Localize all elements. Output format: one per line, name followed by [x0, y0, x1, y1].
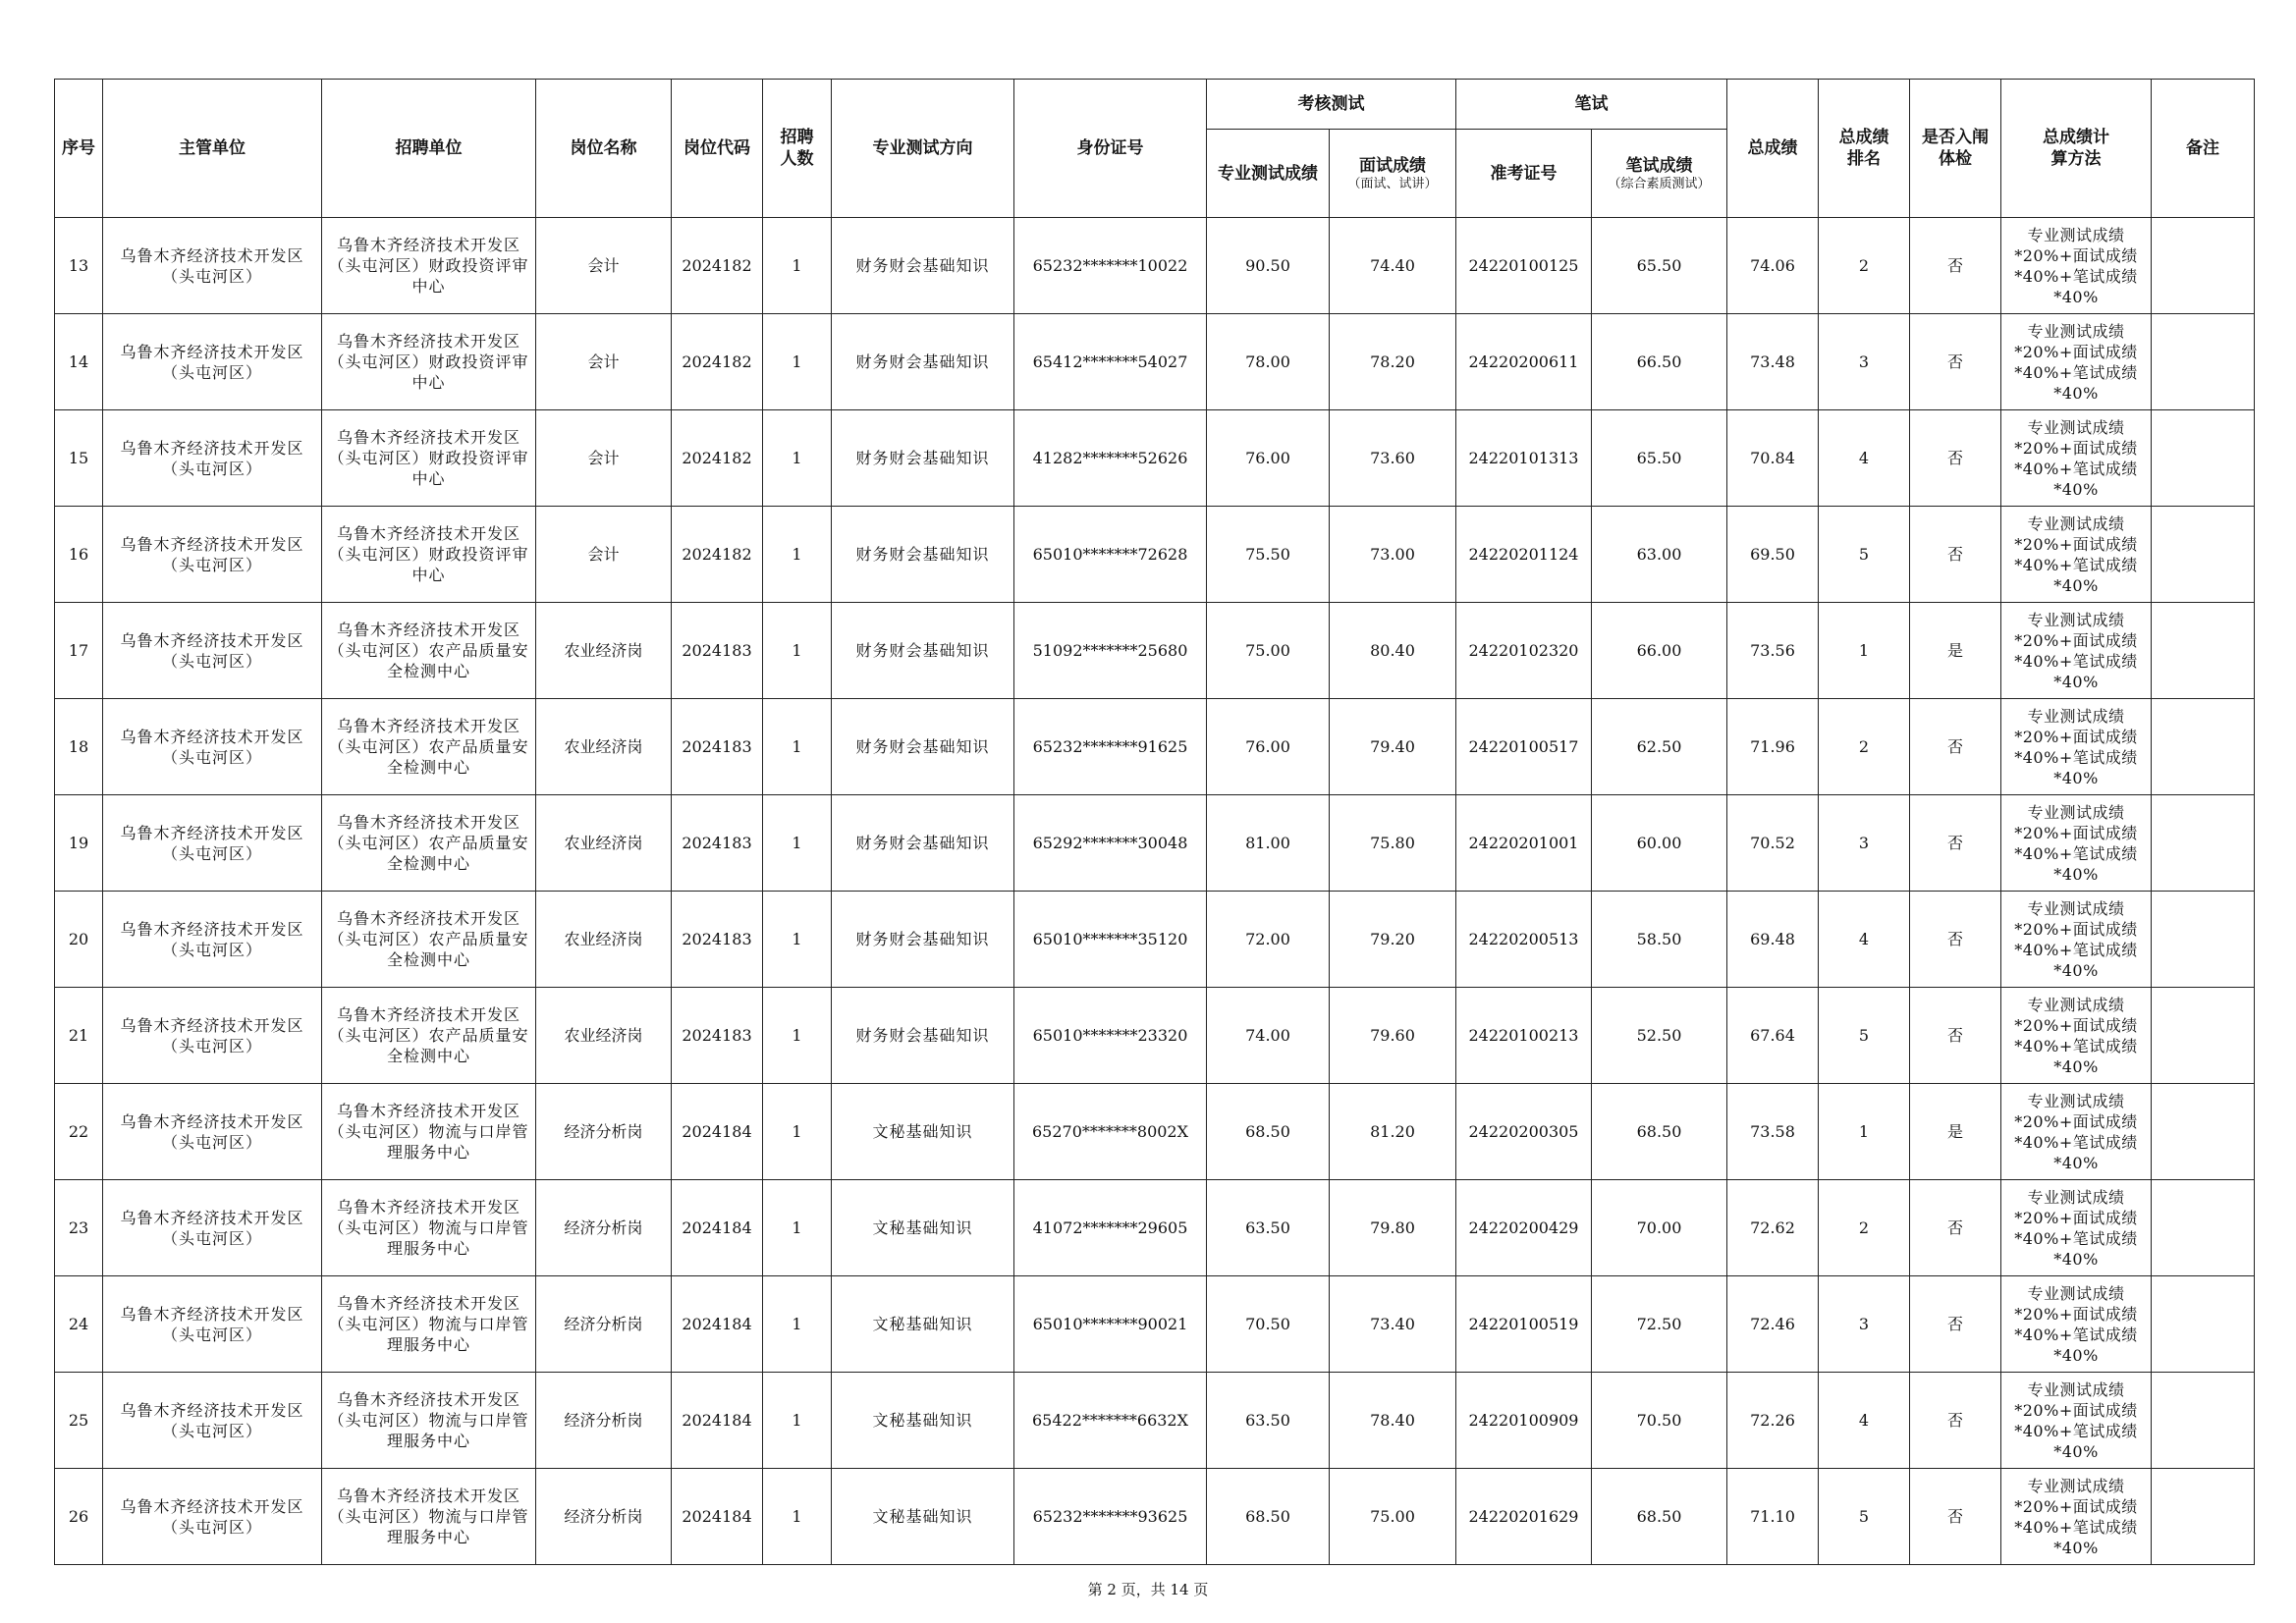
cell-hire-count: 1 — [763, 1469, 832, 1565]
cell-id-number: 65232*******91625 — [1014, 699, 1207, 795]
cell-dept: 乌鲁木齐经济技术开发区（头屯河区） — [103, 507, 322, 603]
cell-rank: 1 — [1819, 1084, 1910, 1180]
cell-calc-method: 专业测试成绩*20%+面试成绩*40%+笔试成绩*40% — [2001, 410, 2152, 507]
cell-written-score: 66.00 — [1592, 603, 1727, 699]
cell-test-direction: 财务财会基础知识 — [832, 988, 1014, 1084]
cell-rank: 1 — [1819, 603, 1910, 699]
cell-ticket-no: 24220201124 — [1456, 507, 1592, 603]
cell-hire-count: 1 — [763, 410, 832, 507]
cell-physical: 否 — [1910, 699, 2001, 795]
cell-total: 71.10 — [1727, 1469, 1819, 1565]
cell-rank: 4 — [1819, 1373, 1910, 1469]
cell-pro-score: 76.00 — [1207, 410, 1330, 507]
cell-ticket-no: 24220201629 — [1456, 1469, 1592, 1565]
cell-calc-method: 专业测试成绩*20%+面试成绩*40%+笔试成绩*40% — [2001, 1469, 2152, 1565]
cell-post-name: 会计 — [536, 314, 672, 410]
cell-post-code: 2024182 — [672, 218, 763, 314]
cell-written-score: 60.00 — [1592, 795, 1727, 892]
cell-calc-method: 专业测试成绩*20%+面试成绩*40%+笔试成绩*40% — [2001, 795, 2152, 892]
cell-id-number: 65010*******35120 — [1014, 892, 1207, 988]
cell-total: 74.06 — [1727, 218, 1819, 314]
cell-written-score: 62.50 — [1592, 699, 1727, 795]
cell-remark — [2152, 795, 2255, 892]
cell-rank: 4 — [1819, 410, 1910, 507]
table-row — [55, 1469, 2255, 1565]
cell-unit: 乌鲁木齐经济技术开发区（头屯河区）财政投资评审中心 — [322, 507, 536, 603]
cell-total: 67.64 — [1727, 988, 1819, 1084]
cell-physical: 否 — [1910, 1469, 2001, 1565]
header-remark: 备注 — [2152, 80, 2255, 218]
cell-dept: 乌鲁木齐经济技术开发区（头屯河区） — [103, 218, 322, 314]
cell-test-direction: 财务财会基础知识 — [832, 410, 1014, 507]
cell-written-score: 52.50 — [1592, 988, 1727, 1084]
cell-pro-score: 75.50 — [1207, 507, 1330, 603]
cell-test-direction: 财务财会基础知识 — [832, 218, 1014, 314]
cell-physical: 否 — [1910, 1180, 2001, 1276]
cell-remark — [2152, 892, 2255, 988]
cell-seq: 24 — [55, 1276, 103, 1373]
header-id-number: 身份证号 — [1014, 80, 1207, 218]
table-row — [55, 1373, 2255, 1469]
cell-written-score: 70.50 — [1592, 1373, 1727, 1469]
cell-calc-method: 专业测试成绩*20%+面试成绩*40%+笔试成绩*40% — [2001, 988, 2152, 1084]
cell-written-score: 68.50 — [1592, 1084, 1727, 1180]
cell-ticket-no: 24220101313 — [1456, 410, 1592, 507]
cell-ticket-no: 24220100125 — [1456, 218, 1592, 314]
cell-written-score: 68.50 — [1592, 1469, 1727, 1565]
cell-post-code: 2024182 — [672, 314, 763, 410]
cell-physical: 否 — [1910, 410, 2001, 507]
table-row — [55, 795, 2255, 892]
cell-post-name: 会计 — [536, 218, 672, 314]
cell-id-number: 41072*******29605 — [1014, 1180, 1207, 1276]
cell-physical: 否 — [1910, 988, 2001, 1084]
table-row — [55, 314, 2255, 410]
cell-calc-method: 专业测试成绩*20%+面试成绩*40%+笔试成绩*40% — [2001, 699, 2152, 795]
cell-remark — [2152, 314, 2255, 410]
cell-pro-score: 76.00 — [1207, 699, 1330, 795]
cell-interview-score: 73.60 — [1330, 410, 1456, 507]
cell-total: 73.48 — [1727, 314, 1819, 410]
cell-unit: 乌鲁木齐经济技术开发区（头屯河区）物流与口岸管理服务中心 — [322, 1373, 536, 1469]
cell-physical: 否 — [1910, 1276, 2001, 1373]
cell-test-direction: 财务财会基础知识 — [832, 892, 1014, 988]
table-row — [55, 410, 2255, 507]
cell-ticket-no: 24220102320 — [1456, 603, 1592, 699]
cell-id-number: 65270*******8002X — [1014, 1084, 1207, 1180]
cell-interview-score: 73.40 — [1330, 1276, 1456, 1373]
cell-post-name: 会计 — [536, 507, 672, 603]
cell-interview-score: 73.00 — [1330, 507, 1456, 603]
header-interview-note: （面试、试讲） — [1347, 176, 1438, 191]
cell-physical: 否 — [1910, 507, 2001, 603]
cell-post-code: 2024183 — [672, 795, 763, 892]
cell-rank: 5 — [1819, 1469, 1910, 1565]
cell-interview-score: 74.40 — [1330, 218, 1456, 314]
cell-pro-score: 70.50 — [1207, 1276, 1330, 1373]
cell-unit: 乌鲁木齐经济技术开发区（头屯河区）财政投资评审中心 — [322, 410, 536, 507]
table-row — [55, 507, 2255, 603]
cell-calc-method: 专业测试成绩*20%+面试成绩*40%+笔试成绩*40% — [2001, 1373, 2152, 1469]
cell-interview-score: 79.20 — [1330, 892, 1456, 988]
cell-dept: 乌鲁木齐经济技术开发区（头屯河区） — [103, 603, 322, 699]
cell-post-code: 2024184 — [672, 1373, 763, 1469]
cell-remark — [2152, 699, 2255, 795]
cell-physical: 是 — [1910, 603, 2001, 699]
cell-total: 70.84 — [1727, 410, 1819, 507]
cell-remark — [2152, 603, 2255, 699]
cell-hire-count: 1 — [763, 603, 832, 699]
cell-rank: 2 — [1819, 218, 1910, 314]
cell-rank: 4 — [1819, 892, 1910, 988]
cell-post-name: 农业经济岗 — [536, 699, 672, 795]
cell-hire-count: 1 — [763, 507, 832, 603]
cell-remark — [2152, 1373, 2255, 1469]
cell-post-name: 经济分析岗 — [536, 1373, 672, 1469]
cell-total: 73.58 — [1727, 1084, 1819, 1180]
cell-hire-count: 1 — [763, 1180, 832, 1276]
cell-test-direction: 财务财会基础知识 — [832, 795, 1014, 892]
cell-id-number: 65010*******23320 — [1014, 988, 1207, 1084]
results-table — [54, 79, 2255, 1565]
header-written-note: （综合素质测试） — [1608, 176, 1711, 191]
cell-written-score: 66.50 — [1592, 314, 1727, 410]
cell-physical: 是 — [1910, 1084, 2001, 1180]
table-row — [55, 218, 2255, 314]
cell-test-direction: 文秘基础知识 — [832, 1373, 1014, 1469]
cell-unit: 乌鲁木齐经济技术开发区（头屯河区）农产品质量安全检测中心 — [322, 603, 536, 699]
cell-unit: 乌鲁木齐经济技术开发区（头屯河区）农产品质量安全检测中心 — [322, 795, 536, 892]
cell-written-score: 63.00 — [1592, 507, 1727, 603]
cell-hire-count: 1 — [763, 218, 832, 314]
cell-remark — [2152, 1276, 2255, 1373]
header-total: 总成绩 — [1727, 80, 1819, 218]
header-post-code: 岗位代码 — [672, 80, 763, 218]
cell-post-code: 2024184 — [672, 1469, 763, 1565]
cell-post-code: 2024182 — [672, 410, 763, 507]
cell-dept: 乌鲁木齐经济技术开发区（头屯河区） — [103, 1276, 322, 1373]
cell-calc-method: 专业测试成绩*20%+面试成绩*40%+笔试成绩*40% — [2001, 1180, 2152, 1276]
cell-id-number: 41282*******52626 — [1014, 410, 1207, 507]
cell-written-score: 72.50 — [1592, 1276, 1727, 1373]
cell-post-code: 2024183 — [672, 892, 763, 988]
header-hire-count: 招聘人数 — [763, 80, 832, 218]
cell-total: 71.96 — [1727, 699, 1819, 795]
cell-unit: 乌鲁木齐经济技术开发区（头屯河区）物流与口岸管理服务中心 — [322, 1469, 536, 1565]
cell-written-score: 58.50 — [1592, 892, 1727, 988]
table-header — [55, 80, 2255, 218]
cell-seq: 20 — [55, 892, 103, 988]
header-written-group: 笔试 — [1456, 80, 1727, 130]
cell-total: 72.46 — [1727, 1276, 1819, 1373]
cell-total: 70.52 — [1727, 795, 1819, 892]
header-interview-score — [1330, 130, 1456, 218]
cell-seq: 21 — [55, 988, 103, 1084]
cell-hire-count: 1 — [763, 1276, 832, 1373]
cell-calc-method: 专业测试成绩*20%+面试成绩*40%+笔试成绩*40% — [2001, 603, 2152, 699]
header-rank: 总成绩排名 — [1819, 80, 1910, 218]
cell-physical: 否 — [1910, 892, 2001, 988]
cell-pro-score: 81.00 — [1207, 795, 1330, 892]
cell-pro-score: 68.50 — [1207, 1469, 1330, 1565]
header-test-direction: 专业测试方向 — [832, 80, 1014, 218]
cell-interview-score: 79.40 — [1330, 699, 1456, 795]
cell-dept: 乌鲁木齐经济技术开发区（头屯河区） — [103, 1373, 322, 1469]
cell-post-code: 2024184 — [672, 1180, 763, 1276]
table-row — [55, 1276, 2255, 1373]
cell-calc-method: 专业测试成绩*20%+面试成绩*40%+笔试成绩*40% — [2001, 1276, 2152, 1373]
cell-ticket-no: 24220100519 — [1456, 1276, 1592, 1373]
cell-id-number: 65232*******10022 — [1014, 218, 1207, 314]
cell-remark — [2152, 410, 2255, 507]
cell-physical: 否 — [1910, 218, 2001, 314]
header-seq: 序号 — [55, 80, 103, 218]
page-footer: 第 2 页，共 14 页 — [1087, 1581, 1209, 1598]
cell-pro-score: 78.00 — [1207, 314, 1330, 410]
cell-dept: 乌鲁木齐经济技术开发区（头屯河区） — [103, 892, 322, 988]
cell-unit: 乌鲁木齐经济技术开发区（头屯河区）物流与口岸管理服务中心 — [322, 1180, 536, 1276]
cell-seq: 25 — [55, 1373, 103, 1469]
cell-remark — [2152, 507, 2255, 603]
cell-ticket-no: 24220200611 — [1456, 314, 1592, 410]
table-row — [55, 699, 2255, 795]
cell-ticket-no: 24220201001 — [1456, 795, 1592, 892]
cell-test-direction: 文秘基础知识 — [832, 1084, 1014, 1180]
table-body — [55, 218, 2255, 1565]
cell-post-name: 农业经济岗 — [536, 988, 672, 1084]
cell-test-direction: 文秘基础知识 — [832, 1276, 1014, 1373]
cell-ticket-no: 24220200513 — [1456, 892, 1592, 988]
cell-test-direction: 财务财会基础知识 — [832, 507, 1014, 603]
cell-post-code: 2024183 — [672, 699, 763, 795]
cell-physical: 否 — [1910, 314, 2001, 410]
cell-post-name: 经济分析岗 — [536, 1180, 672, 1276]
cell-test-direction: 文秘基础知识 — [832, 1180, 1014, 1276]
cell-physical: 否 — [1910, 1373, 2001, 1469]
cell-post-code: 2024183 — [672, 603, 763, 699]
cell-pro-score: 75.00 — [1207, 603, 1330, 699]
cell-hire-count: 1 — [763, 892, 832, 988]
cell-ticket-no: 24220100213 — [1456, 988, 1592, 1084]
table-row — [55, 1084, 2255, 1180]
cell-dept: 乌鲁木齐经济技术开发区（头屯河区） — [103, 314, 322, 410]
cell-id-number: 51092*******25680 — [1014, 603, 1207, 699]
cell-rank: 3 — [1819, 314, 1910, 410]
header-physical: 是否入闱体检 — [1910, 80, 2001, 218]
header-written-title: 笔试成绩 — [1625, 155, 1693, 176]
cell-remark — [2152, 1084, 2255, 1180]
cell-seq: 19 — [55, 795, 103, 892]
cell-seq: 15 — [55, 410, 103, 507]
cell-hire-count: 1 — [763, 988, 832, 1084]
header-post-name: 岗位名称 — [536, 80, 672, 218]
cell-ticket-no: 24220200429 — [1456, 1180, 1592, 1276]
cell-post-code: 2024183 — [672, 988, 763, 1084]
cell-total: 69.48 — [1727, 892, 1819, 988]
header-assessment-group: 考核测试 — [1207, 80, 1456, 130]
cell-id-number: 65010*******90021 — [1014, 1276, 1207, 1373]
cell-pro-score: 72.00 — [1207, 892, 1330, 988]
cell-test-direction: 文秘基础知识 — [832, 1469, 1014, 1565]
cell-id-number: 65412*******54027 — [1014, 314, 1207, 410]
cell-dept: 乌鲁木齐经济技术开发区（头屯河区） — [103, 795, 322, 892]
cell-total: 73.56 — [1727, 603, 1819, 699]
cell-interview-score: 78.20 — [1330, 314, 1456, 410]
table-row — [55, 892, 2255, 988]
table-row — [55, 603, 2255, 699]
header-written-score — [1592, 130, 1727, 218]
cell-pro-score: 74.00 — [1207, 988, 1330, 1084]
cell-interview-score: 79.60 — [1330, 988, 1456, 1084]
cell-unit: 乌鲁木齐经济技术开发区（头屯河区）农产品质量安全检测中心 — [322, 988, 536, 1084]
cell-rank: 5 — [1819, 988, 1910, 1084]
cell-post-name: 农业经济岗 — [536, 795, 672, 892]
header-pro-score: 专业测试成绩 — [1207, 130, 1330, 218]
cell-post-name: 会计 — [536, 410, 672, 507]
cell-total: 72.26 — [1727, 1373, 1819, 1469]
cell-unit: 乌鲁木齐经济技术开发区（头屯河区）农产品质量安全检测中心 — [322, 699, 536, 795]
cell-written-score: 70.00 — [1592, 1180, 1727, 1276]
cell-calc-method: 专业测试成绩*20%+面试成绩*40%+笔试成绩*40% — [2001, 218, 2152, 314]
cell-remark — [2152, 218, 2255, 314]
cell-rank: 2 — [1819, 1180, 1910, 1276]
cell-seq: 22 — [55, 1084, 103, 1180]
cell-seq: 16 — [55, 507, 103, 603]
cell-unit: 乌鲁木齐经济技术开发区（头屯河区）财政投资评审中心 — [322, 218, 536, 314]
cell-pro-score: 63.50 — [1207, 1373, 1330, 1469]
cell-test-direction: 财务财会基础知识 — [832, 603, 1014, 699]
cell-interview-score: 79.80 — [1330, 1180, 1456, 1276]
cell-remark — [2152, 1469, 2255, 1565]
cell-interview-score: 75.80 — [1330, 795, 1456, 892]
cell-total: 69.50 — [1727, 507, 1819, 603]
cell-dept: 乌鲁木齐经济技术开发区（头屯河区） — [103, 1084, 322, 1180]
cell-ticket-no: 24220200305 — [1456, 1084, 1592, 1180]
cell-dept: 乌鲁木齐经济技术开发区（头屯河区） — [103, 699, 322, 795]
cell-seq: 18 — [55, 699, 103, 795]
cell-dept: 乌鲁木齐经济技术开发区（头屯河区） — [103, 988, 322, 1084]
table-row — [55, 988, 2255, 1084]
cell-written-score: 65.50 — [1592, 410, 1727, 507]
cell-rank: 5 — [1819, 507, 1910, 603]
cell-seq: 17 — [55, 603, 103, 699]
cell-calc-method: 专业测试成绩*20%+面试成绩*40%+笔试成绩*40% — [2001, 507, 2152, 603]
cell-post-code: 2024184 — [672, 1276, 763, 1373]
cell-ticket-no: 24220100909 — [1456, 1373, 1592, 1469]
cell-interview-score: 78.40 — [1330, 1373, 1456, 1469]
cell-hire-count: 1 — [763, 699, 832, 795]
cell-hire-count: 1 — [763, 1084, 832, 1180]
cell-id-number: 65422*******6632X — [1014, 1373, 1207, 1469]
cell-ticket-no: 24220100517 — [1456, 699, 1592, 795]
cell-test-direction: 财务财会基础知识 — [832, 699, 1014, 795]
cell-id-number: 65232*******93625 — [1014, 1469, 1207, 1565]
cell-total: 72.62 — [1727, 1180, 1819, 1276]
cell-seq: 14 — [55, 314, 103, 410]
cell-dept: 乌鲁木齐经济技术开发区（头屯河区） — [103, 410, 322, 507]
cell-dept: 乌鲁木齐经济技术开发区（头屯河区） — [103, 1469, 322, 1565]
cell-pro-score: 68.50 — [1207, 1084, 1330, 1180]
cell-post-name: 经济分析岗 — [536, 1084, 672, 1180]
cell-post-name: 经济分析岗 — [536, 1469, 672, 1565]
cell-post-name: 农业经济岗 — [536, 603, 672, 699]
cell-unit: 乌鲁木齐经济技术开发区（头屯河区）物流与口岸管理服务中心 — [322, 1084, 536, 1180]
cell-test-direction: 财务财会基础知识 — [832, 314, 1014, 410]
cell-id-number: 65010*******72628 — [1014, 507, 1207, 603]
cell-interview-score: 80.40 — [1330, 603, 1456, 699]
cell-rank: 2 — [1819, 699, 1910, 795]
cell-pro-score: 90.50 — [1207, 218, 1330, 314]
cell-dept: 乌鲁木齐经济技术开发区（头屯河区） — [103, 1180, 322, 1276]
cell-id-number: 65292*******30048 — [1014, 795, 1207, 892]
header-interview-title: 面试成绩 — [1359, 155, 1426, 176]
header-calc-method: 总成绩计算方法 — [2001, 80, 2152, 218]
cell-unit: 乌鲁木齐经济技术开发区（头屯河区）物流与口岸管理服务中心 — [322, 1276, 536, 1373]
cell-written-score: 65.50 — [1592, 218, 1727, 314]
cell-rank: 3 — [1819, 1276, 1910, 1373]
cell-unit: 乌鲁木齐经济技术开发区（头屯河区）财政投资评审中心 — [322, 314, 536, 410]
cell-seq: 13 — [55, 218, 103, 314]
cell-post-name: 经济分析岗 — [536, 1276, 672, 1373]
cell-unit: 乌鲁木齐经济技术开发区（头屯河区）农产品质量安全检测中心 — [322, 892, 536, 988]
cell-hire-count: 1 — [763, 795, 832, 892]
cell-post-code: 2024182 — [672, 507, 763, 603]
cell-post-name: 农业经济岗 — [536, 892, 672, 988]
cell-post-code: 2024184 — [672, 1084, 763, 1180]
cell-calc-method: 专业测试成绩*20%+面试成绩*40%+笔试成绩*40% — [2001, 892, 2152, 988]
cell-calc-method: 专业测试成绩*20%+面试成绩*40%+笔试成绩*40% — [2001, 314, 2152, 410]
cell-interview-score: 81.20 — [1330, 1084, 1456, 1180]
cell-calc-method: 专业测试成绩*20%+面试成绩*40%+笔试成绩*40% — [2001, 1084, 2152, 1180]
header-unit: 招聘单位 — [322, 80, 536, 218]
header-dept: 主管单位 — [103, 80, 322, 218]
cell-rank: 3 — [1819, 795, 1910, 892]
cell-seq: 26 — [55, 1469, 103, 1565]
cell-seq: 23 — [55, 1180, 103, 1276]
cell-interview-score: 75.00 — [1330, 1469, 1456, 1565]
header-ticket-no: 准考证号 — [1456, 130, 1592, 218]
table-row — [55, 1180, 2255, 1276]
cell-remark — [2152, 988, 2255, 1084]
cell-physical: 否 — [1910, 795, 2001, 892]
cell-hire-count: 1 — [763, 1373, 832, 1469]
cell-hire-count: 1 — [763, 314, 832, 410]
cell-remark — [2152, 1180, 2255, 1276]
cell-pro-score: 63.50 — [1207, 1180, 1330, 1276]
